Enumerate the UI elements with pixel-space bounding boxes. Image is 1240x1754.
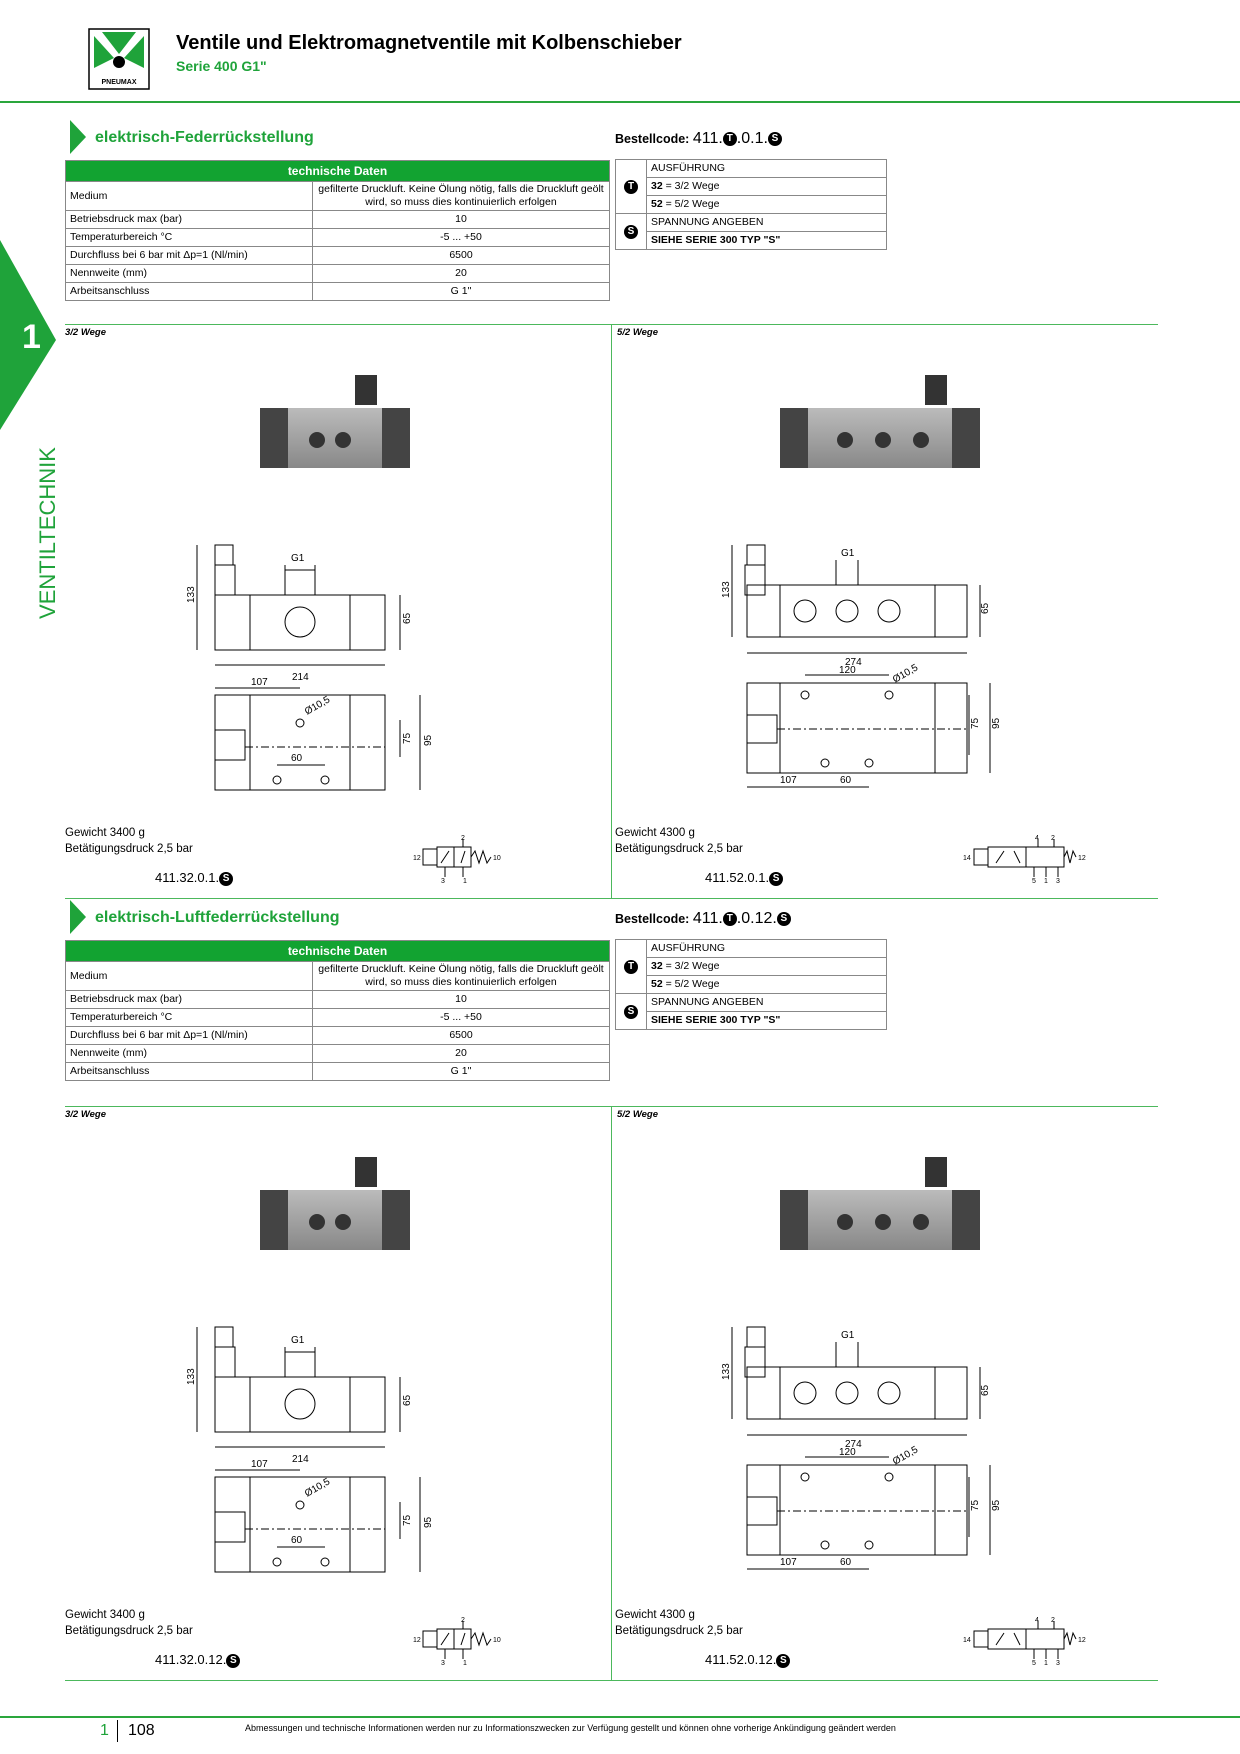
order-heading: AUSFÜHRUNG bbox=[647, 940, 887, 958]
tech-label: Betriebsdruck max (bar) bbox=[66, 991, 313, 1009]
section-arrow-icon bbox=[70, 900, 86, 934]
valve-photo bbox=[255, 370, 425, 485]
weight-text: Gewicht 4300 g bbox=[615, 1609, 695, 1621]
divider bbox=[611, 1106, 612, 1680]
tech-value: -5 ... +50 bbox=[313, 1009, 610, 1027]
dim-hole: Ø10,5 bbox=[891, 662, 921, 686]
dim-length: 214 bbox=[292, 672, 309, 683]
footer-disclaimer: Abmessungen und technische Informationen werden nur zu Informationszwecken zur Verfügung gestellt und können ohne vorherige Ankündigung geändert werden bbox=[245, 1723, 896, 1733]
variant-label: 3/2 Wege bbox=[65, 327, 107, 338]
dim-height: 133 bbox=[186, 1368, 197, 1385]
footer-rule bbox=[0, 1716, 1240, 1718]
section-title: elektrisch-Luftfederrückstellung bbox=[95, 909, 340, 926]
page-subtitle: Serie 400 G1" bbox=[176, 58, 267, 74]
order-option: 52 = 5/2 Wege bbox=[647, 196, 887, 214]
part-number: 411.32.0.12. S bbox=[155, 1652, 240, 1668]
tech-label: Arbeitsanschluss bbox=[66, 1063, 313, 1081]
order-option: 52 = 5/2 Wege bbox=[647, 976, 887, 994]
order-option: 32 = 3/2 Wege bbox=[647, 178, 887, 196]
dimension-drawing bbox=[185, 525, 485, 820]
part-number: 411.52.0.1. S bbox=[705, 870, 783, 886]
port-4: 4 bbox=[1035, 1617, 1039, 1624]
port-1: 1 bbox=[1044, 878, 1048, 885]
port-14: 14 bbox=[963, 1637, 971, 1644]
dimension-drawing bbox=[721, 525, 1025, 820]
port-10: 10 bbox=[493, 855, 501, 862]
pneumatic-symbol bbox=[960, 835, 1090, 890]
port-14: 14 bbox=[963, 855, 971, 862]
tech-value: 6500 bbox=[313, 247, 610, 265]
port-4: 4 bbox=[1035, 835, 1039, 842]
pressure-text: Betätigungsdruck 2,5 bar bbox=[65, 1625, 193, 1637]
company-logo bbox=[88, 28, 150, 90]
tech-value: 6500 bbox=[313, 1027, 610, 1045]
weight-text: Gewicht 3400 g bbox=[65, 827, 145, 839]
order-note: SIEHE SERIE 300 TYP "S" bbox=[647, 232, 887, 250]
divider bbox=[65, 898, 1158, 899]
dim-w2: 95 bbox=[991, 1499, 1002, 1511]
valve-photo bbox=[775, 370, 995, 485]
pressure-text: Betätigungsdruck 2,5 bar bbox=[65, 843, 193, 855]
divider bbox=[65, 1680, 1158, 1681]
dimension-drawing bbox=[185, 1307, 485, 1602]
tech-label: Nennweite (mm) bbox=[66, 1045, 313, 1063]
chapter-label: VENTILTECHNIK bbox=[35, 447, 60, 619]
s-symbol-icon: S bbox=[769, 872, 783, 886]
dim-height: 133 bbox=[721, 1363, 732, 1380]
dim-length: 274 bbox=[845, 1439, 862, 1450]
dim-hole: Ø10,5 bbox=[303, 694, 333, 718]
dim-half: 107 bbox=[251, 1459, 268, 1470]
page-title: Ventile und Elektromagnetventile mit Kolbenschieber bbox=[176, 32, 682, 54]
s-symbol-icon: S bbox=[624, 1005, 638, 1019]
tech-value: -5 ... +50 bbox=[313, 229, 610, 247]
dim-length: 214 bbox=[292, 1454, 309, 1465]
tech-data-table bbox=[65, 940, 610, 1081]
tech-data-table bbox=[65, 160, 610, 301]
dim-w2: 95 bbox=[991, 717, 1002, 729]
s-symbol-icon: S bbox=[776, 1654, 790, 1668]
dim-span: 120 bbox=[839, 665, 856, 676]
port-10: 10 bbox=[493, 1637, 501, 1644]
part-number: 411.32.0.1. S bbox=[155, 870, 233, 886]
order-note: SIEHE SERIE 300 TYP "S" bbox=[647, 1012, 887, 1030]
order-option: 32 = 3/2 Wege bbox=[647, 958, 887, 976]
weight-text: Gewicht 4300 g bbox=[615, 827, 695, 839]
dim-w1: 75 bbox=[402, 1514, 413, 1526]
tech-value: 20 bbox=[313, 1045, 610, 1063]
port-2: 2 bbox=[461, 835, 465, 842]
port-3: 3 bbox=[441, 1660, 445, 1667]
header-rule bbox=[0, 101, 1240, 103]
dim-pitch: 60 bbox=[291, 753, 303, 764]
dim-span: 120 bbox=[839, 1447, 856, 1458]
dim-half: 107 bbox=[780, 1557, 797, 1568]
dim-length: 274 bbox=[845, 657, 862, 668]
port-3: 3 bbox=[441, 878, 445, 885]
part-number: 411.52.0.12. S bbox=[705, 1652, 790, 1668]
order-code: Bestellcode: 411. T .0.12. S bbox=[615, 910, 791, 928]
divider bbox=[611, 324, 612, 898]
section-arrow-icon bbox=[70, 120, 86, 154]
pressure-text: Betätigungsdruck 2,5 bar bbox=[615, 1625, 743, 1637]
dim-height: 133 bbox=[721, 581, 732, 598]
footer-chapter: 1 bbox=[100, 1722, 109, 1739]
order-heading: AUSFÜHRUNG bbox=[647, 160, 887, 178]
dimension-drawing bbox=[721, 1307, 1025, 1602]
dim-pitch: 60 bbox=[291, 1535, 303, 1546]
svg-text:PNEUMAX: PNEUMAX bbox=[101, 79, 137, 86]
t-symbol-icon: T bbox=[624, 960, 638, 974]
dim-hole: Ø10,5 bbox=[891, 1444, 921, 1468]
valve-photo bbox=[255, 1152, 425, 1267]
footer-separator bbox=[117, 1720, 118, 1742]
dim-body-height: 65 bbox=[402, 1394, 413, 1406]
tech-label: Arbeitsanschluss bbox=[66, 283, 313, 301]
section-title: elektrisch-Federrückstellung bbox=[95, 129, 314, 146]
pneumatic-symbol bbox=[405, 1617, 525, 1672]
tech-value: 10 bbox=[313, 991, 610, 1009]
tech-value: G 1" bbox=[313, 283, 610, 301]
variant-label: 3/2 Wege bbox=[65, 1109, 107, 1120]
tech-label: Durchfluss bei 6 bar mit Δp=1 (Nl/min) bbox=[66, 247, 313, 265]
chapter-number: 1 bbox=[22, 318, 41, 356]
t-symbol-icon: T bbox=[624, 180, 638, 194]
dim-w1: 75 bbox=[970, 717, 981, 729]
tech-value: G 1" bbox=[313, 1063, 610, 1081]
dim-half: 107 bbox=[780, 775, 797, 786]
port-12: 12 bbox=[1078, 855, 1086, 862]
s-symbol-icon: S bbox=[624, 225, 638, 239]
port-5: 5 bbox=[1032, 878, 1036, 885]
page-number: 108 bbox=[128, 1722, 155, 1739]
valve-photo bbox=[775, 1152, 995, 1267]
dim-body-height: 65 bbox=[980, 602, 991, 614]
variant-label: 5/2 Wege bbox=[617, 1109, 659, 1120]
s-symbol-icon: S bbox=[226, 1654, 240, 1668]
port-12: 12 bbox=[413, 855, 421, 862]
dim-body-height: 65 bbox=[402, 612, 413, 624]
port-2: 2 bbox=[461, 1617, 465, 1624]
dim-w2: 95 bbox=[423, 734, 434, 746]
pneumatic-symbol bbox=[405, 835, 525, 890]
port-2: 2 bbox=[1051, 1617, 1055, 1624]
tech-value: gefilterte Druckluft. Keine Ölung nötig, falls die Druckluft geölt wird, so muss dies kontinuierlich erfolgen bbox=[313, 962, 610, 991]
port-3: 3 bbox=[1056, 1660, 1060, 1667]
tech-data-header: technische Daten bbox=[66, 941, 610, 962]
order-heading: SPANNUNG ANGEBEN bbox=[647, 994, 887, 1012]
port-1: 1 bbox=[463, 1660, 467, 1667]
dim-pitch: 60 bbox=[840, 1557, 852, 1568]
dim-height: 133 bbox=[186, 586, 197, 603]
tech-value: gefilterte Druckluft. Keine Ölung nötig, falls die Druckluft geölt wird, so muss dies kontinuierlich erfolgen bbox=[313, 182, 610, 211]
order-heading: SPANNUNG ANGEBEN bbox=[647, 214, 887, 232]
tech-value: 10 bbox=[313, 211, 610, 229]
dim-g1: G1 bbox=[841, 1330, 855, 1341]
order-options-table bbox=[615, 939, 887, 1030]
tech-label: Medium bbox=[66, 182, 313, 211]
tech-label: Temperaturbereich °C bbox=[66, 229, 313, 247]
dim-g1: G1 bbox=[291, 553, 305, 564]
dim-half: 107 bbox=[251, 677, 268, 688]
port-3: 3 bbox=[1056, 878, 1060, 885]
dim-body-height: 65 bbox=[980, 1384, 991, 1396]
dim-g1: G1 bbox=[291, 1335, 305, 1346]
tech-data-header: technische Daten bbox=[66, 161, 610, 182]
dim-pitch: 60 bbox=[840, 775, 852, 786]
s-symbol-icon: S bbox=[219, 872, 233, 886]
dim-w1: 75 bbox=[970, 1499, 981, 1511]
variant-label: 5/2 Wege bbox=[617, 327, 659, 338]
dim-w1: 75 bbox=[402, 732, 413, 744]
order-options-table bbox=[615, 159, 887, 250]
port-12: 12 bbox=[1078, 1637, 1086, 1644]
order-code: Bestellcode: 411. T .0.1. S bbox=[615, 130, 782, 148]
port-12: 12 bbox=[413, 1637, 421, 1644]
dim-g1: G1 bbox=[841, 548, 855, 559]
port-1: 1 bbox=[463, 878, 467, 885]
tech-value: 20 bbox=[313, 265, 610, 283]
tech-label: Temperaturbereich °C bbox=[66, 1009, 313, 1027]
port-1: 1 bbox=[1044, 1660, 1048, 1667]
port-2: 2 bbox=[1051, 835, 1055, 842]
tech-label: Medium bbox=[66, 962, 313, 991]
dim-hole: Ø10,5 bbox=[303, 1476, 333, 1500]
weight-text: Gewicht 3400 g bbox=[65, 1609, 145, 1621]
pressure-text: Betätigungsdruck 2,5 bar bbox=[615, 843, 743, 855]
pneumatic-symbol bbox=[960, 1617, 1090, 1672]
port-5: 5 bbox=[1032, 1660, 1036, 1667]
tech-label: Nennweite (mm) bbox=[66, 265, 313, 283]
tech-label: Durchfluss bei 6 bar mit Δp=1 (Nl/min) bbox=[66, 1027, 313, 1045]
tech-label: Betriebsdruck max (bar) bbox=[66, 211, 313, 229]
dim-w2: 95 bbox=[423, 1516, 434, 1528]
